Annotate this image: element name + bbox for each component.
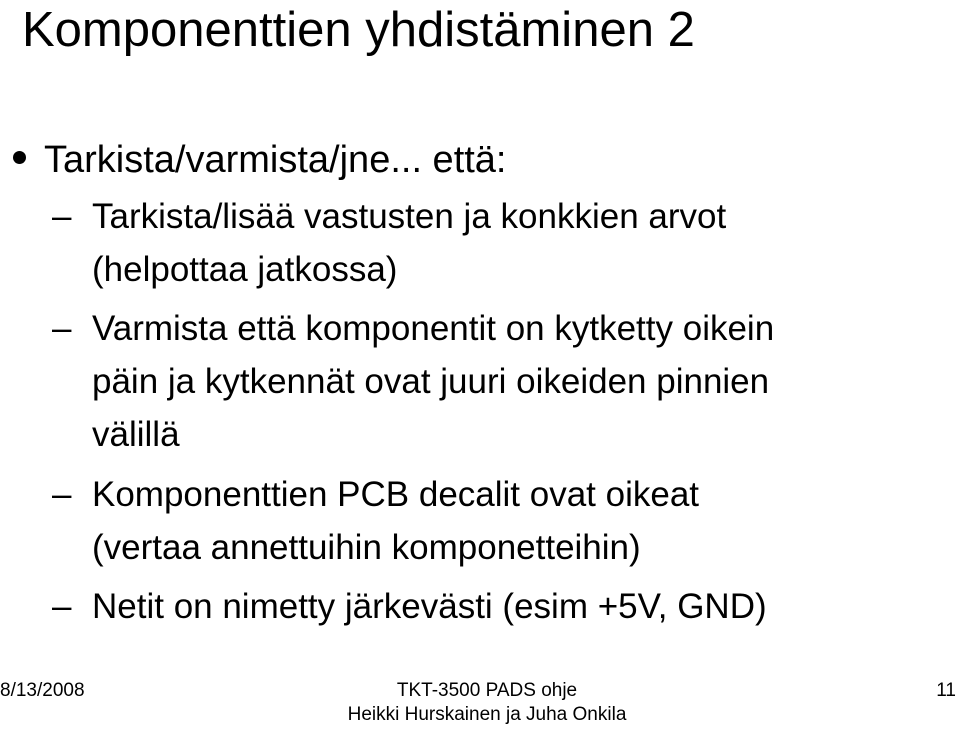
- sub-item-line: välillä: [92, 415, 180, 454]
- sub-item-line: Komponenttien PCB decalit ovat oikeat: [92, 475, 700, 514]
- dash-icon: –: [52, 587, 72, 626]
- dash-icon: –: [52, 309, 72, 348]
- sub-item-line: (helpottaa jatkossa): [92, 250, 398, 289]
- sub-item-line: Netit on nimetty järkevästi (esim +5V, GND): [92, 587, 767, 626]
- slide-title: Komponenttien yhdistäminen 2: [22, 3, 695, 57]
- footer-date: 8/13/2008: [0, 680, 85, 701]
- bullet-dot-icon: [13, 151, 26, 164]
- footer-authors: Heikki Hurskainen ja Juha Onkila: [347, 704, 627, 725]
- sub-item-line: Tarkista/lisää vastusten ja konkkien arvot: [92, 197, 727, 236]
- dash-icon: –: [52, 197, 72, 236]
- sub-item-line: (vertaa annettuihin komponetteihin): [92, 528, 641, 567]
- footer-course: TKT-3500 PADS ohje: [396, 680, 578, 701]
- dash-icon: –: [52, 475, 72, 514]
- main-bullet-text: Tarkista/varmista/jne... että:: [44, 139, 507, 181]
- footer-center: [322, 679, 652, 727]
- footer-page-number: 11: [936, 680, 956, 701]
- sub-item-line: Varmista että komponentit on kytketty oikein: [92, 309, 775, 348]
- sub-item-line: päin ja kytkennät ovat juuri oikeiden pinnien: [92, 362, 770, 401]
